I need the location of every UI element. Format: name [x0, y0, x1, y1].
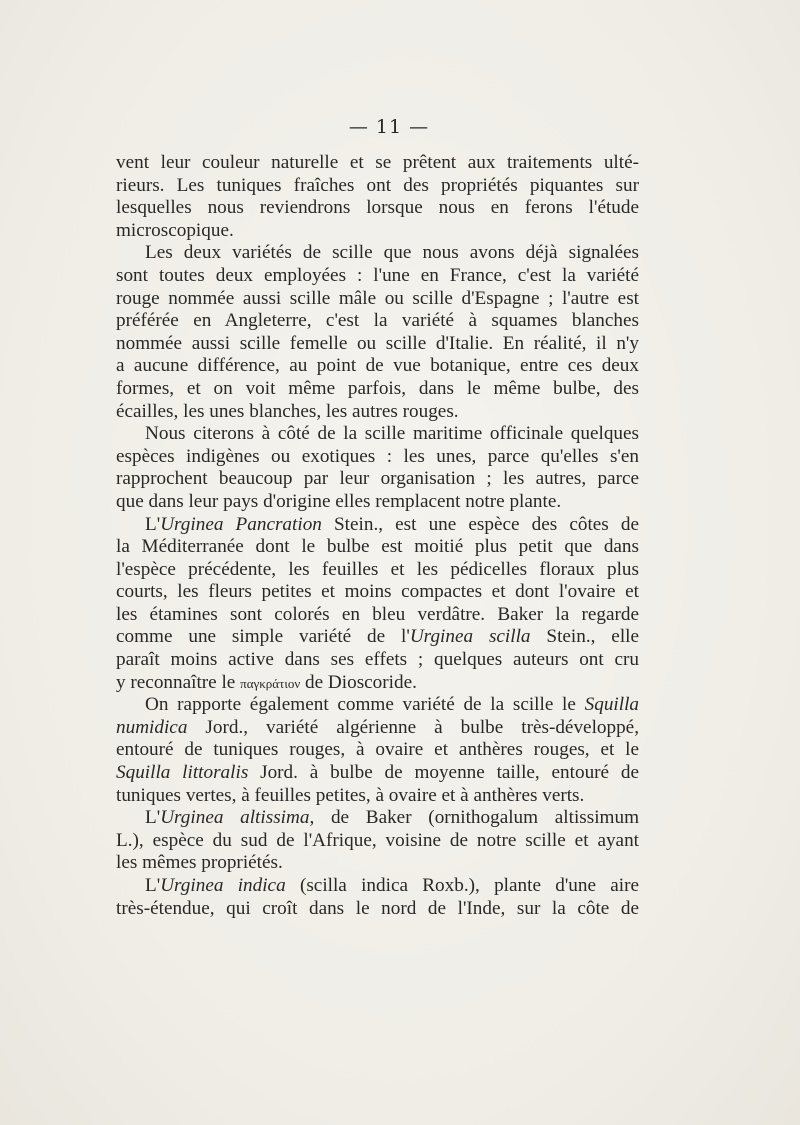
- text-run: formes, et on voit même parfois, dans le même bulbe, des: [116, 377, 639, 399]
- text-line: [116, 739, 639, 762]
- text-run: Stein., elle: [530, 626, 640, 648]
- text-line: [116, 694, 639, 717]
- text-line: [116, 446, 639, 469]
- text-run: comme une simple variété de l': [116, 626, 410, 648]
- italic-text: Urginea Pancration: [160, 513, 322, 535]
- text-line: [116, 401, 639, 424]
- text-run: lesquelles nous reviendrons lorsque nous en ferons l'étude: [116, 197, 639, 219]
- text-run: préférée en Angleterre, c'est la variété à squames blanches: [116, 310, 639, 332]
- text-line: [116, 242, 639, 265]
- text-run: y reconnaître le: [116, 671, 241, 693]
- text-run: que dans leur pays d'origine elles remplacent notre plante.: [116, 490, 562, 512]
- text-run: Les deux variétés de scille que nous avons déjà signalées: [145, 242, 639, 264]
- paragraph: [116, 875, 639, 920]
- text-run: a aucune différence, au point de vue botanique, entre ces deux: [116, 355, 639, 377]
- text-run: les mêmes propriétés.: [116, 852, 283, 874]
- text-line: [116, 559, 639, 582]
- text-run: tuniques vertes, à feuilles petites, à ovaire et à anthères verts.: [116, 784, 585, 806]
- text-line: [116, 514, 639, 537]
- text-run: Stein., est une espèce des côtes de: [321, 513, 640, 535]
- paragraph: [116, 242, 639, 423]
- text-run: Jord., variété algérienne à bulbe très-développé,: [187, 716, 639, 738]
- text-run: L.), espèce du sud de l'Afrique, voisine de notre scille et ayant: [116, 829, 639, 851]
- text-run: les étamines sont colorés en bleu verdâtre. Baker la regarde: [116, 603, 639, 625]
- text-line: [116, 672, 639, 695]
- italic-text: numidica: [116, 716, 188, 738]
- text-line: [116, 310, 639, 333]
- body-text: [116, 152, 639, 920]
- text-run: L': [145, 807, 161, 829]
- text-line: [116, 265, 639, 288]
- paragraph: [116, 694, 639, 807]
- text-run: (scilla indica Roxb.), plante d'une aire: [285, 875, 640, 896]
- text-run: rieurs. Les tuniques fraîches ont des propriétés piquantes sur: [116, 174, 639, 196]
- italic-text: Squilla littoralis: [116, 762, 249, 784]
- text-line: [116, 875, 639, 898]
- text-run: microscopique.: [116, 219, 234, 241]
- text-line: [116, 536, 639, 559]
- text-line: [116, 152, 639, 175]
- text-run: très-étendue, qui croît dans le nord de l'Inde, sur la côte de: [116, 897, 639, 919]
- text-line: [116, 649, 639, 672]
- text-run: vent leur couleur naturelle et se prêtent aux traitements ulté-: [116, 152, 639, 173]
- paragraph: [116, 514, 639, 695]
- text-line: [116, 807, 639, 830]
- text-line: [116, 288, 639, 311]
- italic-text: Urginea altissima: [160, 807, 310, 829]
- text-line: [116, 626, 639, 649]
- italic-text: Urginea indica: [160, 875, 286, 896]
- text-line: [116, 378, 639, 401]
- text-line: [116, 220, 639, 243]
- text-run: entouré de tuniques rouges, à ovaire et anthères rouges, et le: [116, 739, 639, 761]
- paragraph: [116, 807, 639, 875]
- text-run: L': [145, 875, 161, 896]
- paragraph: [116, 152, 639, 242]
- text-line: [116, 333, 639, 356]
- page-number: — 11 —: [348, 116, 430, 138]
- text-run: paraît moins active dans ses effets ; quelques auteurs ont cru: [116, 649, 639, 671]
- text-run: l'espèce précédente, les feuilles et les pédicelles floraux plus: [116, 558, 639, 580]
- text-line: [116, 491, 639, 514]
- text-run: espèces indigènes ou exotiques : les unes, parce qu'elles s'en: [116, 445, 639, 467]
- text-line: [116, 423, 639, 446]
- text-line: [116, 197, 639, 220]
- text-run: rapprochent beaucoup par leur organisation ; les autres, parce: [116, 468, 639, 490]
- text-line: [116, 852, 639, 875]
- text-line: [116, 175, 639, 198]
- italic-text: Squilla: [584, 694, 639, 716]
- text-line: [116, 717, 639, 740]
- text-run: sont toutes deux employées : l'une en France, c'est la variété: [116, 264, 639, 286]
- text-line: [116, 762, 639, 785]
- text-run: de Dioscoride.: [300, 671, 417, 693]
- text-line: [116, 468, 639, 491]
- text-line: [116, 581, 639, 604]
- text-run: nommée aussi scille femelle ou scille d'Italie. En réalité, il n'y: [116, 332, 639, 354]
- text-run: L': [145, 513, 161, 535]
- text-line: [116, 898, 639, 921]
- text-run: Nous citerons à côté de la scille maritime officinale quelques: [145, 423, 639, 445]
- text-run: rouge nommée aussi scille mâle ou scille d'Espagne ; l'autre est: [116, 287, 639, 309]
- italic-text: Urginea scilla: [409, 626, 531, 648]
- text-run: On rapporte également comme variété de la scille le: [145, 694, 585, 716]
- text-line: [116, 830, 639, 853]
- text-line: [116, 785, 639, 808]
- text-run: la Méditerranée dont le bulbe est moitié plus petit que dans: [116, 536, 639, 558]
- text-run: Jord. à bulbe de moyenne taille, entouré de: [248, 762, 639, 784]
- text-run: courts, les fleurs petites et moins compactes et dont l'ovaire et: [116, 581, 639, 603]
- text-run: , de Baker (ornithogalum altissimum: [309, 807, 640, 829]
- greek-text: παγκράτιον: [240, 675, 301, 691]
- text-line: [116, 355, 639, 378]
- paragraph: [116, 423, 639, 513]
- text-run: écailles, les unes blanches, les autres rouges.: [116, 400, 459, 422]
- text-line: [116, 604, 639, 627]
